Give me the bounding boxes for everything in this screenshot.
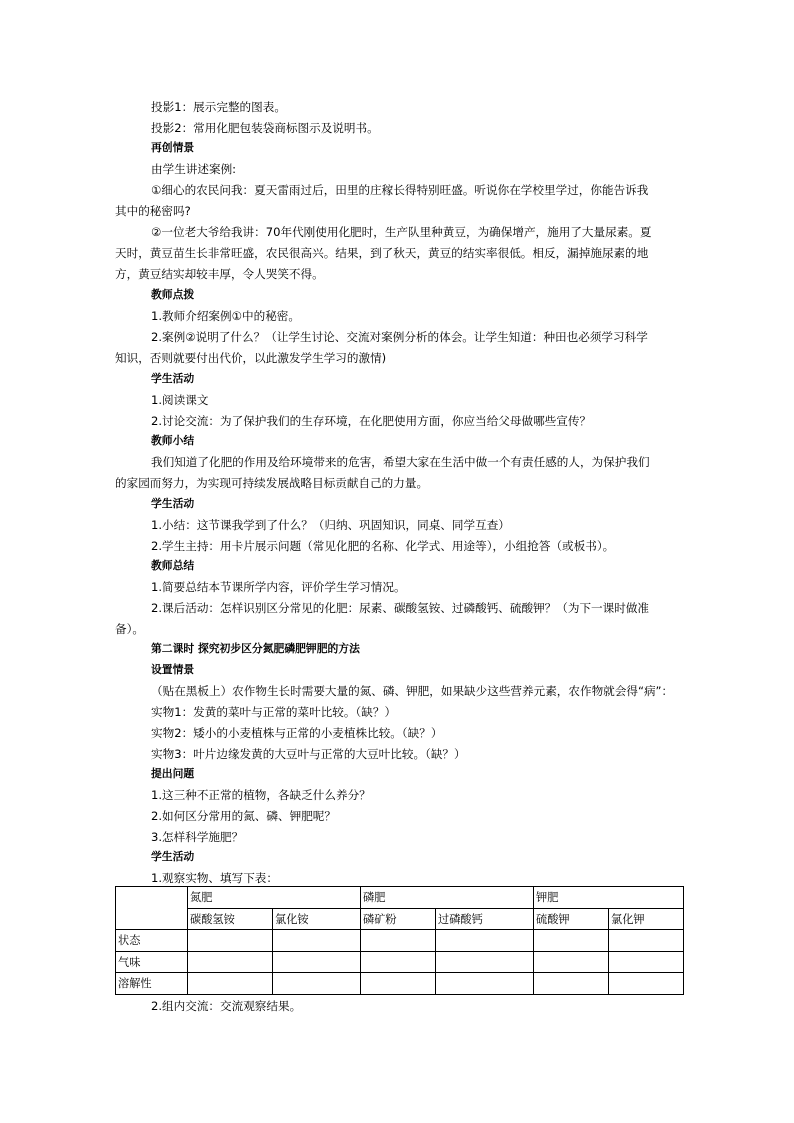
table-cell <box>534 930 609 952</box>
section-heading: 学生活动 <box>151 850 195 863</box>
paragraph-line: 实物2：矮小的小麦植株与正常的小麦植株比较。（缺？） <box>151 726 443 740</box>
table-cell <box>436 951 534 973</box>
paragraph-line: 天时，黄豆苗生长非常旺盛，农民很高兴。结果，到了秋天，黄豆的结实率很低。相反，漏掉施尿素的地 <box>115 246 649 260</box>
table-cell <box>534 973 609 995</box>
table-row <box>116 973 684 995</box>
section-heading: 教师点拨 <box>151 288 195 301</box>
section-heading: 学生活动 <box>151 497 195 510</box>
fertilizer-header: 磷矿粉 <box>361 908 436 930</box>
property-label: 气味 <box>116 951 188 973</box>
table-header-row <box>116 887 684 909</box>
section-heading: 再创情景 <box>151 141 195 154</box>
table-subheader-row <box>116 908 684 930</box>
group-phosphorus: 磷肥 <box>361 887 534 909</box>
table-cell <box>188 930 273 952</box>
paragraph-line: 2.课后活动：怎样识别区分常见的化肥：尿素、碳酸氢铵、过磷酸钙、硫酸钾？（为下一课时做准 <box>151 601 650 615</box>
fertilizer-header: 氯化铵 <box>273 908 361 930</box>
table-cell <box>188 951 273 973</box>
section-heading: 提出问题 <box>151 767 195 780</box>
paragraph-line: 实物1：发黄的菜叶与正常的菜叶比较。（缺？） <box>151 705 397 719</box>
section-heading: 设置情景 <box>151 663 195 676</box>
fertilizer-header: 过磷酸钙 <box>436 908 534 930</box>
paragraph-line: 2.学生主持：用卡片展示问题（常见化肥的名称、化学式、用途等），小组抢答（或板书）。 <box>151 539 615 553</box>
paragraph-line: （贴在黑板上）农作物生长时需要大量的氮、磷、钾肥，如果缺少这些营养元素，农作物就会得“病”： <box>151 684 674 698</box>
paragraph-line: 其中的秘密吗? <box>115 204 191 218</box>
paragraph-line: ①细心的农民问我：夏天雷雨过后，田里的庄稼长得特别旺盛。听说你在学校里学过，你能告诉我 <box>151 183 649 197</box>
footer-text: 2.组内交流：交流观察结果。 <box>151 999 302 1013</box>
group-potassium: 钾肥 <box>534 887 684 909</box>
table-cell <box>273 930 361 952</box>
property-label: 状态 <box>116 930 188 952</box>
table-row <box>116 951 684 973</box>
table-cell <box>534 951 609 973</box>
paragraph-line: 1.观察实物、填写下表： <box>151 871 278 885</box>
table-cell <box>188 973 273 995</box>
table-cell <box>361 930 436 952</box>
table-cell <box>609 951 684 973</box>
fertilizer-header: 碳酸氢铵 <box>188 908 273 930</box>
paragraph-line: 投影2：常用化肥包装袋商标图示及说明书。 <box>151 121 379 135</box>
table-corner-cell <box>116 887 188 930</box>
paragraph-line: 2.如何区分常用的氮、磷、钾肥呢？ <box>151 809 336 823</box>
paragraph-line: 由学生讲述案例: <box>151 162 237 176</box>
section-heading: 学生活动 <box>151 372 195 385</box>
paragraph-line: 投影1：展示完整的图表。 <box>151 100 286 114</box>
paragraph-line: 1.阅读课文 <box>151 393 209 407</box>
table-cell <box>436 973 534 995</box>
paragraph-line: 1.小结：这节课我学到了什么？（归纳、巩固知识，同桌、同学互查） <box>151 518 510 532</box>
paragraph-line: ②一位老大爷给我讲：70年代刚使用化肥时，生产队里种黄豆，为确保增产，施用了大量尿素。夏 <box>151 225 652 239</box>
table-cell <box>436 930 534 952</box>
property-label: 溶解性 <box>116 973 188 995</box>
paragraph-line: 3.怎样科学施肥？ <box>151 830 244 844</box>
section-heading: 教师小结 <box>151 434 195 447</box>
paragraph-line: 1.教师介绍案例①中的秘密。 <box>151 309 300 323</box>
paragraph-line: 2.案例②说明了什么？（让学生讨论、交流对案例分析的体会。让学生知道：种田也必须学习科学 <box>151 330 648 344</box>
paragraph-line: 1.简要总结本节课所学内容，评价学生学习情况。 <box>151 580 406 594</box>
paragraph-line: 知识，否则就要付出代价，以此激发学生学习的激情) <box>115 351 387 365</box>
paragraph-line: 我们知道了化肥的作用及给环境带来的危害，希望大家在生活中做一个有责任感的人，为保护我们 <box>151 455 650 469</box>
paragraph-line: 实物3：叶片边缘发黄的大豆叶与正常的大豆叶比较。（缺？） <box>151 747 466 761</box>
paragraph-line: 2.讨论交流：为了保护我们的生存环境，在化肥使用方面，你应当给父母做哪些宣传？ <box>151 414 592 428</box>
paragraph-line: 备）。 <box>115 622 144 636</box>
table-cell <box>361 951 436 973</box>
paragraph-line: 1.这三种不正常的植物，各缺乏什么养分？ <box>151 788 371 802</box>
group-nitrogen: 氮肥 <box>188 887 361 909</box>
paragraph-line: 的家园而努力，为实现可持续发展战略目标贡献自己的力量。 <box>115 476 429 490</box>
fertilizer-header: 氯化钾 <box>609 908 684 930</box>
table-cell <box>609 930 684 952</box>
paragraph-line: 方，黄豆结实却较丰厚，令人哭笑不得。 <box>115 267 324 281</box>
section-heading: 第二课时 探究初步区分氮肥磷肥钾肥的方法 <box>151 642 360 655</box>
observation-table <box>115 886 684 995</box>
section-heading: 教师总结 <box>151 559 195 572</box>
fertilizer-header: 硫酸钾 <box>534 908 609 930</box>
table-row <box>116 930 684 952</box>
table-cell <box>361 973 436 995</box>
table-cell <box>273 951 361 973</box>
table-cell <box>609 973 684 995</box>
table-cell <box>273 973 361 995</box>
